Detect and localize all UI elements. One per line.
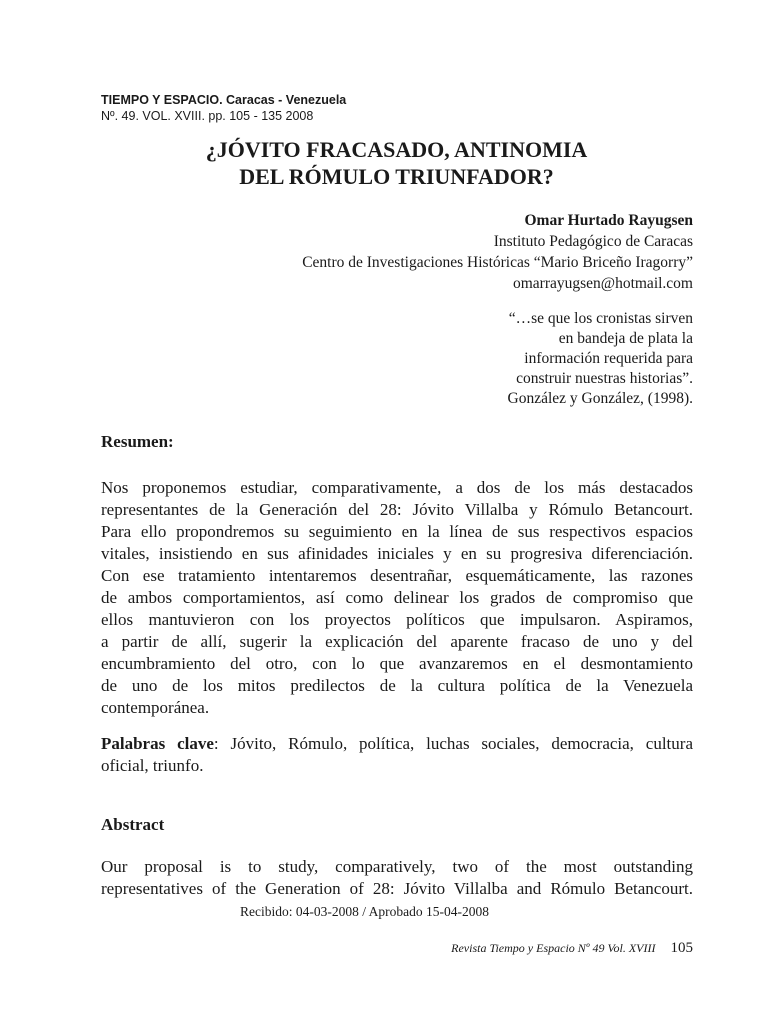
keywords-line-1 — [101, 733, 693, 755]
keywords-block — [101, 733, 693, 777]
footer-journal: Revista Tiempo y Espacio Nº 49 Vol. XVIII — [451, 941, 656, 955]
resumen-heading: Resumen: — [101, 432, 174, 451]
journal-volume-line: Nº. 49. VOL. XVIII. pp. 105 - 135 2008 — [101, 109, 314, 123]
author-institution-2: Centro de Investigaciones Históricas “Mario Briceño Iragorry” — [302, 254, 693, 271]
epigraph-citation: González y González, (1998). — [507, 390, 693, 407]
author-block — [302, 210, 693, 294]
resumen-line: encumbramiento del otro, con lo que avanzaremos en el desmontamiento — [101, 654, 693, 673]
received-date: Recibido: 04-03-2008 / Aprobado 15-04-2008 — [240, 904, 489, 919]
resumen-line: ellos mantuvieron con los proyectos políticos que impulsaron. Aspiramos, — [101, 610, 693, 629]
keywords-label: Palabras clave — [101, 734, 214, 753]
epigraph — [508, 309, 694, 409]
abstract-line: Our proposal is to study, comparatively, two of the most outstanding — [101, 857, 693, 876]
resumen-paragraph — [101, 477, 693, 719]
abstract-line: representatives of the Generation of 28: Jóvito Villalba and Rómulo Betancourt. — [101, 879, 693, 898]
resumen-line: contemporánea. — [101, 698, 210, 717]
article-title — [100, 136, 693, 190]
epigraph-line: construir nuestras historias”. — [516, 370, 693, 387]
resumen-line: Con ese tratamiento intentaremos desentrañar, esquemáticamente, las razones — [101, 566, 693, 585]
resumen-line: de uno de los mitos predilectos de la cultura política de la Venezuela — [101, 676, 693, 695]
resumen-line: vitales, insistiendo en sus afinidades iniciales y en su progresiva diferenciación. — [101, 544, 693, 563]
keywords-text: : Jóvito, Rómulo, política, luchas sociales, democracia, cultura — [213, 734, 693, 753]
abstract-heading: Abstract — [101, 815, 165, 834]
resumen-line: a partir de allí, sugerir la explicación del aparente fracaso de uno y del — [101, 632, 693, 651]
author-name: Omar Hurtado Rayugsen — [524, 212, 693, 229]
title-line-1: ¿JÓVITO FRACASADO, ANTINOMIA — [205, 137, 588, 162]
author-email: omarrayugsen@hotmail.com — [513, 275, 693, 292]
author-institution-1: Instituto Pedagógico de Caracas — [493, 233, 693, 250]
resumen-line: Nos proponemos estudiar, comparativamente, a dos de los más destacados — [101, 478, 693, 497]
page-number: 105 — [670, 940, 693, 956]
resumen-line: de ambos comportamientos, así como delinear los grados de compromiso que — [101, 588, 693, 607]
epigraph-line: en bandeja de plata la — [558, 330, 693, 347]
resumen-line: representantes de la Generación del 28: Jóvito Villalba y Rómulo Betancourt. — [101, 500, 693, 519]
journal-name-line: TIEMPO Y ESPACIO. Caracas - Venezuela — [101, 93, 347, 107]
epigraph-line: “…se que los cronistas sirven — [508, 310, 693, 327]
keywords-line-2: oficial, triunfo. — [101, 756, 204, 775]
title-line-2: DEL RÓMULO TRIUNFADOR? — [239, 164, 554, 189]
journal-header — [101, 92, 346, 124]
page-footer — [451, 940, 693, 957]
epigraph-line: información requerida para — [524, 350, 693, 367]
abstract-paragraph — [101, 856, 693, 900]
resumen-line: Para ello propondremos su seguimiento en la línea de sus respectivos espacios — [101, 522, 693, 541]
